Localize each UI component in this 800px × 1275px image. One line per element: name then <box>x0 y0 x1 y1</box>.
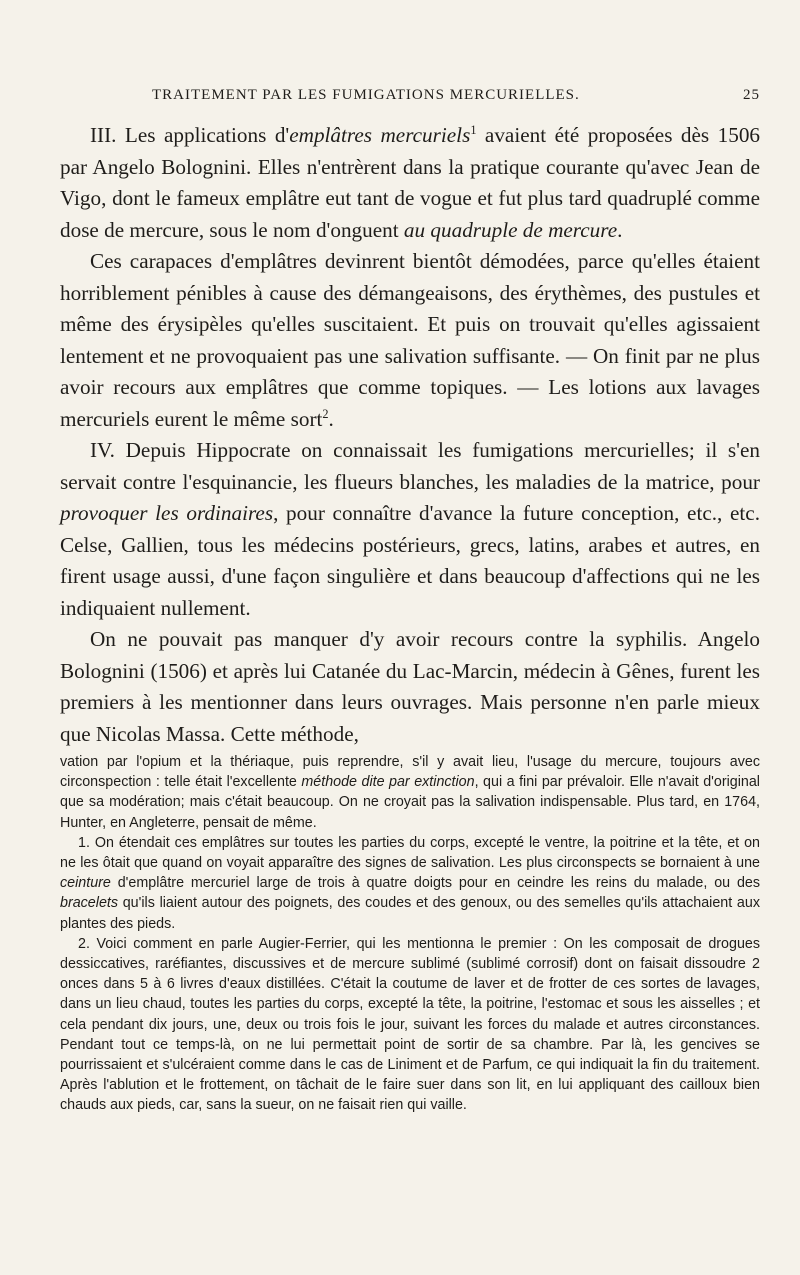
paragraph-iii <box>60 120 760 246</box>
footnote-continuation <box>60 752 760 833</box>
page-number: 25 <box>743 87 760 103</box>
footnote-ref-1: 1 <box>470 122 477 137</box>
text-run: III. Les applications d' <box>90 123 290 147</box>
footnote-2: 2. Voici comment en parle Augier-Ferrier, qui les mentionna le premier : On les composait de drogues dessiccatives, raréfiantes, discussives et de mercure sublimé (sublimé corrosif) dont on faisait dissoudre 2 onces dans 5 à 6 livres d'eaux distillées. C'était la coutume de laver et de frotter de ces sortes de lavages, dans un lieu chaud, toutes les parties du corps, excepté la tête, la poitrine, l'estomac et sous les aisselles ; et cela pendant dix jours, une, deux ou trois fois le jour, suivant les forces du malade et autres circonstances. Pendant tout ce temps-là, on ne lui permettait point de sortir de sa chambre. Par là, les gencives se pourrissaient et s'ulcéraient comme dans le cas de Liniment et de Parfum, ce qui indiquait la fin du traitement. Après l'ablution et le frottement, on tâchait de le faire suer dans son lit, en lui appliquant des cailloux bien chauds aux pieds, car, sans la sueur, on ne faisait rien qui vaille. <box>60 935 760 1114</box>
text-run: 1. On étendait ces emplâtres sur toutes les parties du corps, excepté le ventre, la poitrine et la tête, et on ne les ôtait que quand on voyait apparaître des signes de salivation. Les plus circonspects se bornaient à une <box>60 834 760 872</box>
italic-ceinture: ceinture <box>60 875 111 892</box>
text-run: Ces carapaces d'emplâtres devinrent bientôt démodées, parce qu'elles étaient horriblement pénibles à cause des démangeaisons, des érythèmes, des pustules et même des érysipèles qu'elles suscitaient. Et puis on trouvait qu'elles agissaient lentement et ne provoquaient pas une salivation suffisante. — On finit par ne plus avoir recours aux emplâtres que comme topiques. — Les lotions aux lavages mercuriels eurent le même sort <box>60 249 760 431</box>
italic-bracelets: bracelets <box>60 895 119 912</box>
paragraph-iv <box>60 435 760 624</box>
running-title: TRAITEMENT PAR LES FUMIGATIONS MERCURIELLES. <box>152 87 580 103</box>
text-run: IV. Depuis Hippocrate on connaissait les fumigations mercurielles; il s'en servait contre l'esquinancie, les flueurs blanches, les maladies de la matrice, pour <box>60 438 760 494</box>
text-run: , qui a fini par prévaloir. Elle n'avait d'original que sa modération; mais c'était beaucoup. On ne croyait pas la salivation indispensable. Plus tard, en 1764, Hunter, en Angleterre, pensait de même. <box>60 774 760 831</box>
paragraph-syphilis: On ne pouvait pas manquer d'y avoir recours contre la syphilis. Angelo Bolognini (1506) et après lui Catanée du Lac-Marcin, médecin à Gênes, furent les premiers à les mentionner dans leurs ouvrages. Mais personne n'en parle mieux que Nicolas Massa. Cette méthode, <box>60 627 760 746</box>
running-header <box>60 87 760 111</box>
text-run: qu'ils liaient autour des poignets, des coudes et des genoux, ou des semelles qu'ils attachaient aux plantes des pieds. <box>60 895 760 932</box>
italic-emplatres: emplâtres mercuriels <box>289 123 471 147</box>
text-run: . <box>617 217 623 242</box>
text-run: , pour connaître d'avance la future conception, etc., etc. Celse, Gallien, tous les médecins postérieurs, grecs, latins, arabes et autres, en firent usage aussi, d'une façon singulière et dans beaucoup d'affections qui ne les indiquaient nullement. <box>60 501 760 620</box>
main-text <box>60 120 760 750</box>
page-body <box>60 120 760 1116</box>
italic-quadruple: au quadruple de mercure <box>403 217 618 242</box>
footnotes <box>60 752 760 1116</box>
footnote-ref-2: 2 <box>322 406 329 421</box>
paragraph-carapaces <box>60 246 760 435</box>
text-run: avaient été proposées dès 1506 par Angelo Bolognini. Elles n'entrèrent dans la pratique courante qu'avec Jean de Vigo, dont le fameux emplâtre eut tant de vogue et fut plus tard quadruplé comme dose de mercure, sous le nom d'onguent <box>60 123 761 242</box>
italic-provoquer: provoquer les ordinaires <box>60 501 274 525</box>
text-run: d'emplâtre mercuriel large de trois à quatre doigts pour en ceindre les reins du malade, ou des <box>110 875 760 892</box>
text-run: . <box>328 406 334 431</box>
italic-methode: méthode dite par extinction <box>301 774 475 791</box>
footnote-1 <box>60 833 760 934</box>
text-run: vation par l'opium et la thériaque, puis reprendre, s'il y avait lieu, l'usage du mercure, toujours avec circonspection : telle était l'excellente <box>60 754 760 791</box>
